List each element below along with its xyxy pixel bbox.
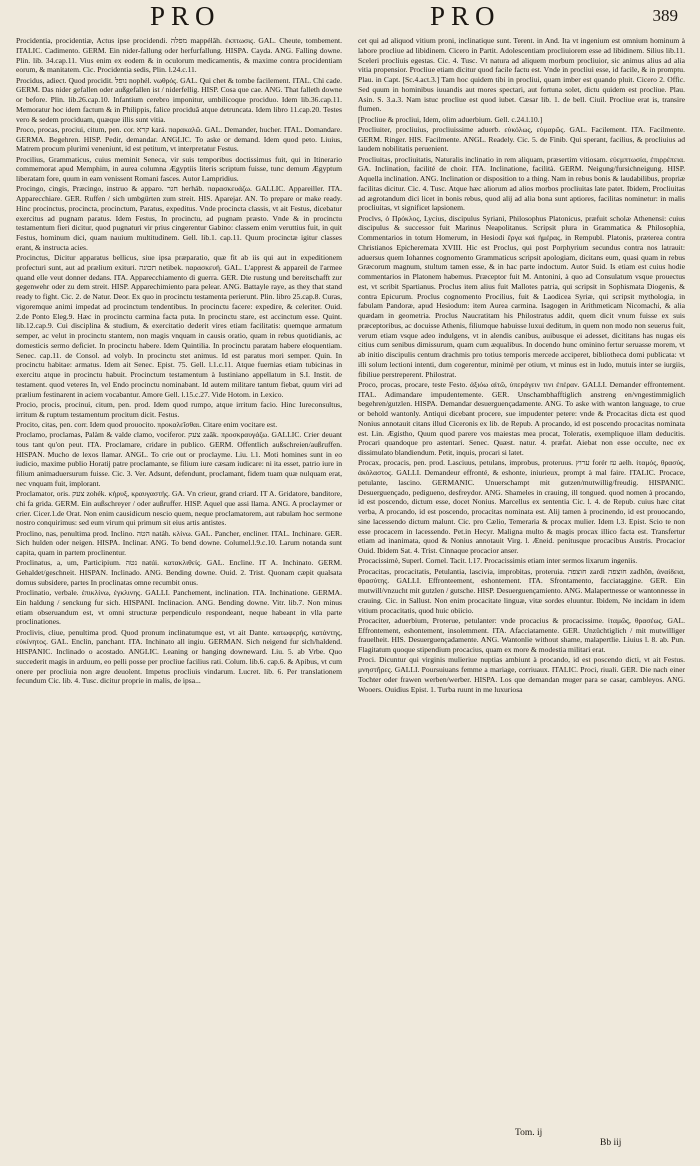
entry-procidus: Procidus, adiect. Quod procidit. נופל nophél. νωθρός. GAL. Qui chet & tombe facilement. ITAL. Chi cade. GERM. Das nider gefallen oder außgefallen ist / niderfellig. HISP. Cosa que cae. ANG. That falleth downe or before. Plin. lib.26.cap.10. Infantium cerebro imponitur, umbilicoque prociduo. Idem lib.36.cap.11. Memoratur hoc idem factum & in Philippis, falice prociduâ atque detruncata. Idem libro 11.cap.20. Testes vero & sedem prociduam, quæque illis sunt vitia. <box>16 75 342 124</box>
entry-procio: Procio, procis, procinui, citum, pen. prod. Idem quod rumpo, atque irritum facio. Hinc Iureconsultus, irritum & ruptum testamentum procitum dicit. Festus. <box>16 399 342 419</box>
right-running-headword: PRO <box>430 1 501 31</box>
entry-proci: Proci. Dicuntur qui virginis mulieriue nuptias ambiunt à procando, id est poscendo dicti, vt ait Festus. μνηστῆρες. GALLI. Poursuiuans femme a mariage, corriuaux. ITALIC. Proci, riuali. GER. Die nach einer Tochter oder frawen werben/werber. HISPA. Los que demandan muger para se casar, cambleyos. ANG. Wooers. Ouidius Epist. 1. Turba ruunt in me luxuriosa <box>358 655 685 694</box>
entry-procidentia: Procidentia, procidentiæ, Actus ipse procidendi. מפלה mappélâh. ἐκπτωσις. GAL. Cheute, tombement. ITALIC. Cadimento. GERM. Ein nider-fallung oder herfurfallung. HISPA. Cayda. ANG. Falling downe. Plin. lib. 34.cap.11. Vius enim ex eodem & in oculorum medicamentis, & maxime contra procidentiam eorum, & manitatem. Cic. Procidentia sedis, Plin. l.24.c.11. <box>16 36 342 75</box>
entry-proclamator: Proclamator, oris. צעק zohék. κήρυξ, κραυγαστής. GA. Vn crieur, grand criard. IT A. Gridatore, banditore, chi fa grida. GERM. Ein außschreyer / oder außruffer. HISP. Aquel que assi llama. ANG. A proclaymer or crier. Cicer.1.de Orat. Non enim causidicum nescio quem, neque proclamatorem, aut rabulam hoc sermone nostro conquirimus: sed eum virum qui primum sit eius artis antistes. <box>16 489 342 528</box>
page-footer <box>0 1126 700 1160</box>
entry-procacissime: Procacissimè, Superl. Cornel. Tacit. l.17. Procacissimis etiam inter sermos lixarum ingeniis. <box>358 556 638 566</box>
signature-mark: Bb iij <box>600 1138 622 1148</box>
entry-procingo: Procingo, cingis, Præcingo, instruo & apparo. חגר herháb. παρασκευάζω. GALLIC. Appareiller. ITA. Apparecchiare. GER. Ruffen / sich umbgürten zum streit. HIS. Aparejar. AN. To prepare or make ready. Hinc procinctus, procincta, procinctum, Paratus, expeditus. Vnde procincta classis, vt ait Festus, dicebatur exercitus ad pugnam paratus. Idem Festus, In procinctu, ad pugnam præsto. Vnde & in procinctu testamentum fieri dicitur, quod pugnaturi vir prius cingerentur Gabino: classem enim veruttius fuit, in quit Festus, hominum dici, quam nauium multitudinem. Gell. lib.1. cap.11. Quum procinctæ igitur classes erant, & instructa acies. <box>16 184 342 252</box>
page-header <box>0 0 700 34</box>
left-running-headword: PRO <box>150 1 221 31</box>
entry-proco: Proco, procas, prociui, citum, pen. cor. קרא kará. παρακαλῶ. GAL. Demander, hucher. ITAL. Domandare. GERMA. Begehren. HISP. Pedir, demandar. ANGLIC. To aske or demand. Idem quod peto. Liuius, Matrem procum plurimi veneniunt, id est petitum, vt interpretatur Festus. <box>16 124 342 154</box>
left-column <box>16 36 342 1118</box>
entry-proclivis: Proclivis, cliue, penultima prod. Quod pronum inclinatumque est, vt ait Dante. κατωφερής, κατάντης, εὐκίνητος. GAL. Enclin, panchant. ITA. Inchinato all ingiu. GERMAN. Sich neigend fur sich/haldend. HISPANIC. Inclinado o acostado. ANGLIC. Leaning or hanging downeward. Liu. 5. ab Vrbe. Quo succederit magis in arduum, eo pelli posse per procliue facilius rati. Colum. lib.6. cap.6. & Apibus, vt cum onere per procliuia non ægre deuolent. Impetus procliuis vindarum. Lucret. lib. 6. Per translationem fecundum Cic. lib. 4. Tusc. dicitur proprie in malis, de ipsa... <box>16 627 342 686</box>
entry-procinctus: Procinctus, Dicitur apparatus bellicus, siue ipsa præparatio, quæ fit ab iis qui aut in expeditionem profecturi sunt, aut ad prælium exituri. תכונה netibek. παρασκευή. GAL. L'apprest & appareil de l'armee quand elle veut donner dedans. ITA. Apparecchiamento di guerra. GER. Die rustung und bereitschafft zur gegenwehr oder zu dem streit. HISP. Apparechimiento para pelear. ANG. Battayle raye, as they that stand ready to fight. Cic. 2. de Natur. Deor. Ex quo in procinctu testamenta perierunt. Plin. libro 25.cap.8. Curas, vigoremque animi impedat ad procinctum tendentibus. In procinctu facere: expedire, & celeriter. Ouid. 2.de Ponto Eleg.9. Hæc in procinctu carmina facta puta. In procinctu stare, est accinctum esse. Quint. lib.12.cap.9. Cui disciplina & studium, & exercitatio dederit vires etiam facilitatis: quemque armatum semper, ac velut in procinctu stantem, non magis vnquam in causis oratio, quam in rebus quotidianis, ac domesticis sermo deficiet. In procinctu habere. Idem Quintilia. In procinctu paratam habere eloquentiam. Senec. cap.11. de Consol. ad volyb. In procinctu stet animus. Id est paratus mori semper. Quin. In procinctu habitae: armatus. Idem ait Senec. Epist. 75. Gell. l.1.c.11. Atque fuernias etiam tubicinas in exercitu atque in procinctu habuit. Procinctum testamentum à Iustiniano appellatum in S.I. Instit. de testament. quod veteres In, vel Endo procinctu nominabant. Id autem militare tantum fiebat, quum viri ad prælium festinarent in aciem vocabantur. Amore Gell. l.15.c.27. Vide Hotom. in Lexico. <box>16 253 342 399</box>
entry-proclamo: Proclamo, proclamas, Palàm & valde clamo, vociferor. צעק zaâk. προσκραυγάζω. GALLIC. Crier deuant tous tant qu'on peut. ITA. Proclamare, cridare in publico. GERM. Offentlich außschreien/außruffen. HISPAN. Mucho de lexos llamar. ANGL. To crie out or proclayme. Liu. l.1. Moti homines sunt in eo iudicio, maxime publio Horatij patre proclamante, se filium iure cæsam iudicare: ni ita esset, patrio iure in filium animaduersurum fuisse. Cic. 3. Ver. Adsunt, defendunt, proclamant, fidem tuam quæ nulquam erat, nec vnquam fuit, implorant. <box>16 430 342 488</box>
entry-procilius: Procilius, Grammaticus, cuius meminit Seneca, vir suis temporibus doctissimus fuit, qui in Itinerario commemorat apud Memphim, in aurea columna Ægyptiis literis scriptum fuisse, tunc demum Ægyptum liberatam fore, quum in eam venissent Romani fasces. Autor Lampridius. <box>16 154 342 183</box>
entry-procax: Procax, procacis, pen. prod. Lasciuus, petulans, improbus, proteruus. ערוץ forér עז aelh. ἰταμός, θρασύς, ἀκόλαστος. GALLI. Demandeur effronté, & eshonte, iniurieux, prompt à mal faire. ITALIC. Procace, petulante, lascino. GERMANIC. Unuerschampt mit gutzen/mutwillig/freudig. HISPANIC. Desuerguençado, pedigueno, desfreydor. ANG. Shameles in crauing, ill tongued. quod nomen à procando, id est poscendo, dictum esse, docet Nonius. Marcellus ex sententia Cic. l. 4. de Repub. cuius hæc citat verba, A procando, id est poscendo, procacitas nominata est. Alij tamen à procinendo, id est prouocando, sine lacessendo dictum malunt. Cic. pro Cælio, Temeraria & procax mulier. Idem l.3. Epist. Scio te non esse procacem in lacessendo. Pet.in Hecyr. Maligna multo & magis procax illico facta est. Transfertur etiam ad inanimata, quod & Nonius annotauit Virg. l. Æneid. penitusque procacibus Austris. Procacior Ouid. Ibidem Sat. 4. Trist. Cinnaque procacior anser. <box>358 458 685 555</box>
entry-procaciter: Procaciter, aduerbium, Proterue, petulanter: vnde procacius & procacissime. ἰταμῶς, θρασέως. GAL. Effrontement, eshontement, insolemment. ITA. Afacciatamente. GER. Unzüchtiglich / mit mutwilliger frauelheit. HIS. Desuerguençadamente. ANG. Wantonlie without shame, malapertlie. Liuius l. 8. ab. Pun. Flagitatum quoque stipendium procacius, quam ex more & modestia militari erat. <box>358 615 685 654</box>
entry-proclinatus: Proclinatus, a, um, Participium. נטה natúi. κατακλιθείς. GAL. Encline. IT A. Inchinato. GERM. Gehaldet/geschneit. HISPAN. Inclinado. ANG. Bending downe. Ouid. 2. Trist. Quonam cæpit qualsata domus subsidere, partes In proclinatas omne recumbit onus. <box>16 558 342 587</box>
volume-marker: Tom. ij <box>515 1128 543 1138</box>
entry-procito: Procito, citas, pen. corr. Idem quod prouocito. προκαλεῖσθαι. Citare enim vocitare est. <box>16 419 278 429</box>
entry-proclivitas: Procliuitas, procliuitatis, Naturalis inclinatio in rem aliquam, præsertim vitiosam. εὐεμπτωσία, ἐπιρρέπεια. GA. Inclination, facilité de choir. ITA. Inclinatione, facilità. GERM. Neigung/fursichneigung. HISP. Aquella inclination. ANG. Inclination or disposition to a thing. Nam in rebus bonis & laudabilibus, propriæ facilitas dicitur. Cic. 4. Tusc. Atque hæc aliorum ad alios morbos procliuitas late patet. Ibidem, Procliuitas ad ægrotandum dici licet in bonis rebus, quod alij ad alia bona sunt aptiores, facilitas nominetur: in malis procliuitas, vt significet lapsionem. <box>358 154 685 213</box>
entry-proclino: Proclino, nas, penultima prod. Inclino. הטה natáh. κλίνω. GAL. Pancher, encliner. ITAL. Inchinare. GER. Sich hulden oder neigen. HISPA. Inclinar. ANG. To bend downe. Columel.l.9.c.10. Larum notanda sunt capita, quam in partem proclinentur. <box>16 528 342 557</box>
entry-proclus: Proclvs, ὁ Πρόκλος, Lycius, discipulus Syriani, Philosophus Platonicus, præfuit scholæ Athenensi: cuius discipulus & successor fuit Marinus Neapolitanus. Scripsit plura in Grammatica & Philosophia, Commentarios in totum Homerum, in Hesiodi ἔργα καὶ ἡμέρας, in Rempubl. Platonis, præterea contra Christianos Epicheremata XVIII. Hic est Proclus, qui post Porphyrium secundus contra nos latrauit: aduersus quem Iohannes cognomento Grammaticus scripsit apologiam, dicitans eum, quasi quam in rebus Græcorum magnum, stultum tamen esse, & in hac parte indoctum. Autor Suid. Is etiam est cuius hodie commentarios in Platonem habemus. Præceptor fuit M. Antonini, à quo ad Consulatum vsque prouectus est, vt scribit Spartianus. Proclus item alius fuit Mallotes patria, qui scripsit in Sophismata Diogenis, & contra Epicurum. Proclus cognomento Procilius, fuit & Laodicea Syriæ, qui scripsit mythologia, in fabulam Pandoræ, apud Hesiodum: item Aurea carmina. Isagogen in Arithmeticam Nicomachi, & alia quædam in geometria. Proclus Naucratitam his Philostratus addit, quem dicit vnum fuisse ex suis præceptoribus, ac docuisse Athenis, filiumque habuisse luxui deditum, in quem non modo non seuerus fuit, verum etiam vsque adeo indulgens, vt in alendis canibus, auibusque ei adesset, dicititans has nugas eis citius cum senibus dimissurum, quam cum æqualibus. In docendo hunc ominino fertur seruasse morem, vt ab initio discipulis centum drachmis pro totius temporis mercede acciperet, bibliotheca domi publicata: vt illi solum lectioni intenti, dum cogerentur, minimè per otium, vt minus est in ludo, mutuis inter se iurgiis, fibiliue perstreperent. Philostrat. <box>358 213 685 379</box>
entry-proclinatio: Proclinatio, verbale. ἐπικλίνω, ἐγκλινης. GALLI. Panchement, inclination. ITA. Inchinatione. GERMA. Ein haldung / senckung fur sich. HISPANI. Inclinacion. ANG. Bending downe. Vitr. lib.7. Non minus etiam obseruandum est, vt omni structuræ perpendiculo respondeant, neque habeant in vlla parte proclinationes. <box>16 588 342 627</box>
entry-procliviter: Procliuiter, procliuius, procliuissime aduerb. εὐκόλως, εὐμαρῶς. GAL. Facilement. ITA. Facilmente. GERM. Ringer. HIS. Facilmente. ANGL. Readely. Cic. 5. de Finib. Qui sperant, facilius, & procliuius ad laudem nobilitatis peruenient. <box>358 124 685 154</box>
entry-procacitas: Procacitas, procacitatis, Petulantia, lascivia, improbitas, proteruia. חוצפה zardi חוצפה zadhôn, ἀναίδεια, θρασύτης. GALLI. Effronteement, eshontement. ITA. Sfrontamento, facciataggine. GER. Ein mutwill/vnzucht mit gutzlen / gutsche. HISP. Desuerguençamiento. ANG. Malapertnesse or wantonnesse in crauing. Cic. in Sallust. Non enim procacitate linguæ, vitæ sordes eluuntur. Ibidem, Ne incidam in idem vitium procacitatis, quod huic obiicio. <box>358 566 685 615</box>
entry-proco-procare: Proco, procas, procare, teste Festo. ἀξιόω αἰτῶ, ὑπεράγειν τινι ἐπέραν. GALLI. Demander effrontement. ITAL. Adimandare impudentemente. GER. Unschambhafftiglich anstreng en/vngestimmiglich begehren/gutzlen. HISPA. Demandar desuerguençadamente. ANG. To aske with wanton language, to crue or behold wantonly. Antiqui dicebant procere, sue impudenter petere: vnde & Procacitas dicta est quod Nonius annotauit citans illud Ciceronis ex lib. de Repub. A procando, id est poscendo procacitas nominata est. Lin. Ægistho, Quum quod parere vos maiestas mea procat, Toleratis, exempliquoe illam deducitis. Procari quandoque pro astentari. Senec. Quæst. natur. 4. præfat. Aiebat non esse occulte, nec ex dissimulato blandiendum. Petit, inquis, procari si latet. <box>358 379 685 457</box>
entry-proclivis-continued: cet qui ad aliquod vitium proni, inclinatique sunt. Terent. in And. Ita vt ingenium est omnium hominum à labore procliue ad libidinem. Cicero in Partit. Adolescentiam procliuiorem esse ad libidinem. Silius lib.11. Sceleri procliuis egestas. Cic. 4. Tusc. Vt natura ad aliquem morbum procliuior, sic animus alius ad alia vitia propensior. Procliue etiam dicitur quod facile factu est. Vnde in procliui esse, id facile, & in promptu. Plau. in Capt. [Sc.4.act.3.] Tam hoc quidem tibi in procliui, quam imber est quando pluit. Cicero 2. Offic. Sed quum in hominibus iuuandis aut mores spectari, aut fortuna solet, dictu quidem est procliue. Plau. Asin. S. 3.a.3. Nam istuc procliue est quod iubet. Cæsar lib. 1. de bell. Ciuil. Procliue erat is, transire flumen. <box>358 36 685 114</box>
right-column <box>358 36 685 1118</box>
page-number: 389 <box>652 6 678 25</box>
entry-procliue-adverb: [Procliue & procliui, Idem, olim aduerbium. Gell. c.24.l.10.] <box>358 114 543 124</box>
